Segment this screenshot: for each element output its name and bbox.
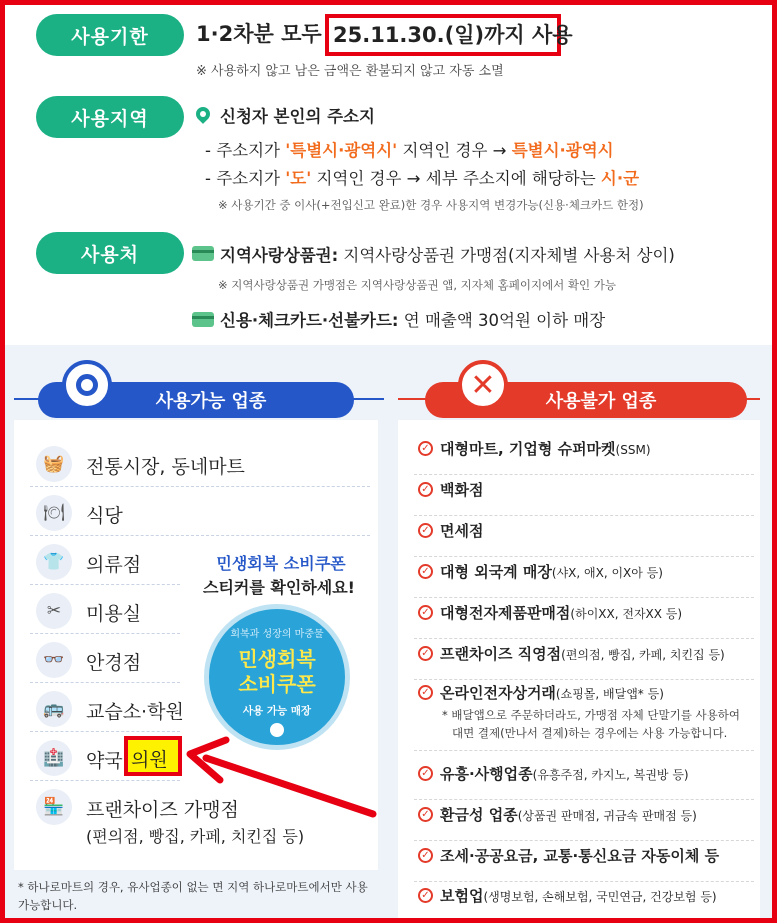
place-note: ※ 지역사랑상품권 가맹점은 지역사랑상품권 앱, 지자체 홈페이지에서 확인 가능 xyxy=(218,278,617,292)
check-icon: ✓ xyxy=(418,888,433,903)
list-item: ✓ 프랜차이즈 직영점(편의점, 빵집, 카페, 치킨집 등) xyxy=(414,642,754,680)
coupon-top-text: 회복과 성장의 마중물 xyxy=(230,629,324,640)
coupon-main-text: 민생회복 소비쿠폰 xyxy=(238,647,316,696)
list-item: ✂ 미용실 xyxy=(30,588,180,634)
basket-icon: 🧺 xyxy=(36,446,72,482)
place-line-1: 지역사랑상품권: 지역사랑상품권 가맹점(지자체별 사용처 상이) xyxy=(220,246,675,265)
check-icon: ✓ xyxy=(418,523,433,538)
region-pill: 사용지역 xyxy=(36,96,184,138)
check-icon: ✓ xyxy=(418,848,433,863)
list-item: 👓 안경점 xyxy=(30,637,180,683)
coupon-sticker xyxy=(204,604,350,750)
hanger-icon: 👕 xyxy=(36,544,72,580)
period-pill: 사용기한 xyxy=(36,14,184,56)
check-icon: ✓ xyxy=(418,441,433,456)
list-item: 🧺 전통시장, 동네마트 xyxy=(30,441,370,487)
region-line-1: - 주소지가 '특별시·광역시' 지역인 경우 → 특별시·광역시 xyxy=(205,141,614,160)
list-item: ✓ 백화점 xyxy=(414,478,754,516)
region-line-2: - 주소지가 '도' 지역인 경우 → 세부 주소지에 해당하는 시·군 xyxy=(205,169,640,188)
check-icon: ✓ xyxy=(418,482,433,497)
sticker-title: 민생회복 소비쿠폰 xyxy=(216,554,346,573)
check-icon: ✓ xyxy=(418,564,433,579)
check-icon: ✓ xyxy=(418,685,433,700)
glasses-icon: 👓 xyxy=(36,642,72,678)
allowed-footnote: * 하나로마트의 경우, 유사업종이 없는 면 지역 하나로마트에서만 사용 가능합니다. xyxy=(18,880,368,912)
store-icon: 🏪 xyxy=(36,789,72,825)
period-note: ※ 사용하지 않고 남은 금액은 환불되지 않고 자동 소멸 xyxy=(196,64,504,79)
list-item: ✓ 보험업(생명보험, 손해보험, 국민연금, 건강보험 등) xyxy=(414,884,754,914)
check-icon: ✓ xyxy=(418,766,433,781)
region-title: 신청자 본인의 주소지 xyxy=(220,107,375,126)
place-line-2: 신용·체크카드·선불카드: 연 매출액 30억원 이하 매장 xyxy=(220,311,606,330)
gift-card-icon xyxy=(192,246,214,261)
prohibited-banner: 사용불가 업종 xyxy=(425,382,747,418)
highlight-text: 의원 xyxy=(131,749,168,771)
list-item: 🚌 교습소·학원 xyxy=(30,686,180,732)
credit-card-icon xyxy=(192,312,214,327)
list-item: ✓ 대형전자제품판매점(하이XX, 전자XX 등) xyxy=(414,601,754,639)
list-item: 👕 의류점 xyxy=(30,539,180,585)
dish-icon: 🍽 xyxy=(36,495,72,531)
list-item: 🏥 약국 xyxy=(30,735,180,781)
circle-ok-icon xyxy=(62,360,112,410)
school-bus-icon: 🚌 xyxy=(36,691,72,727)
allowed-banner: 사용가능 업종 xyxy=(38,382,354,418)
period-text: 1·2차분 모두 xyxy=(196,22,322,46)
scissors-comb-icon: ✂ xyxy=(36,593,72,629)
government-seal-icon xyxy=(270,723,284,737)
list-item: ✓ 유흥·사행업종(유흥주점, 카지노, 복권방 등) xyxy=(414,762,754,800)
hospital-icon: 🏥 xyxy=(36,740,72,776)
check-icon: ✓ xyxy=(418,807,433,822)
location-pin-icon xyxy=(193,104,213,124)
list-item: ✓ 조세·공공요금, 교통·통신요금 자동이체 등 xyxy=(414,844,754,882)
place-pill: 사용처 xyxy=(36,232,184,274)
check-icon: ✓ xyxy=(418,605,433,620)
list-item: ✓ 대형마트, 기업형 슈퍼마켓(SSM) xyxy=(414,437,754,475)
sticker-subtitle: 스티커를 확인하세요! xyxy=(203,578,355,597)
list-item: ✓ 면세점 xyxy=(414,519,754,557)
coupon-bottom-text: 사용 가능 매장 xyxy=(242,705,312,717)
list-item: 🏪 프랜차이즈 가맹점 (편의점, 빵집, 카페, 치킨집 등) xyxy=(30,784,370,856)
x-mark-icon: ✕ xyxy=(458,360,508,410)
check-icon: ✓ xyxy=(418,646,433,661)
list-item: ✓ 환금성 업종(상품권 판매점, 귀금속 판매점 등) xyxy=(414,803,754,841)
list-item: ✓ 온라인전자상거래(쇼핑몰, 배달앱* 등) * 배달앱으로 주문하더라도, 가맹점 자체 단말기를 사용하여 대면 결제(만나서 결제)하는 경우에는 사용 가능합니다. xyxy=(414,681,754,751)
list-item: 🍽 식당 xyxy=(30,490,370,536)
list-item: ✓ 대형 외국계 매장(샤X, 애X, 이X아 등) xyxy=(414,560,754,598)
region-note: ※ 사용기간 중 이사(+전입신고 완료)한 경우 사용지역 변경가능(신용·체크카드 한정) xyxy=(218,198,644,212)
period-date: 25.11.30.(일)까지 사용 xyxy=(333,23,573,47)
